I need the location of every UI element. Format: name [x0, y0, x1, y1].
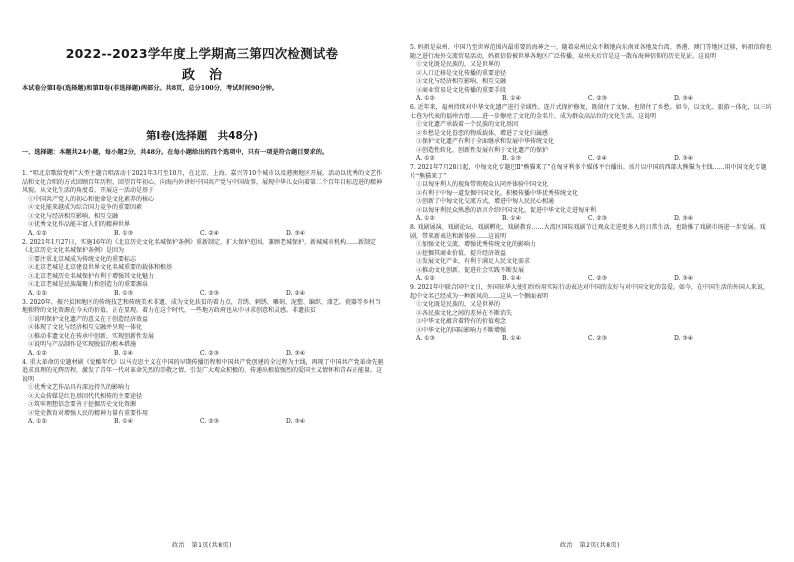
answer-choice: C. ②③ [200, 289, 219, 297]
answer-choice: B. ①④ [502, 275, 521, 282]
statement-item: ④说明与产品制作是实现脱贫的根本措施 [28, 341, 137, 348]
statement-item: ①文化遗产承载着一个民族的文化基因 [416, 121, 519, 128]
answer-choice: D. ③④ [286, 229, 306, 237]
question-list-left [22, 170, 384, 427]
page-right [402, 0, 778, 562]
question [410, 164, 772, 224]
answer-choice: D. ③④ [674, 275, 694, 282]
answer-choice: D. ③④ [286, 349, 306, 357]
answer-choice: B. ①③ [114, 289, 133, 297]
answer-choices [410, 95, 772, 104]
answer-choice: C. ②③ [588, 335, 607, 342]
answer-choice: C. ②③ [588, 275, 607, 282]
answer-choice: B. ①④ [114, 418, 133, 425]
question-list-right [410, 44, 772, 344]
page-footer-left: 政治 第1页(共8页) [172, 542, 232, 549]
statement-item: ③推动非遗文化在传承中创新，实现创新性发展 [28, 332, 155, 340]
statement-item: ③文化与经济相互影响，相互交融 [416, 78, 507, 85]
question-stem: 8. 戏剧展演、戏剧论坛、戏剧孵化、戏剧教育……大湾区国际戏剧节让观众走进更多人的日常生活，也助推了戏剧市场进一步发展。戏剧，带来新表达和新体验……这说明 [410, 224, 766, 240]
answer-choices [410, 215, 772, 224]
answer-choices [22, 230, 384, 239]
answer-choice: B. ①④ [114, 349, 133, 357]
statement-item: ①优秀文艺作品具有深远持久的影响力 [28, 384, 131, 391]
answer-choice: B. ①④ [502, 335, 521, 342]
answer-choice: A. ①② [28, 418, 47, 425]
answer-choice: D. ③④ [674, 155, 694, 162]
answer-choices [410, 275, 772, 284]
statement-item: ③筑牢理想信念要善于挖掘历史文化资源 [28, 401, 137, 408]
question [410, 44, 772, 104]
answer-choice: D. ③④ [674, 215, 694, 222]
answer-choice: C. ②③ [588, 95, 607, 102]
question-stem: 3. 2020年，振兴贫困地区的传统技艺和传统美术非遗，成为文化扶贫的着力点，青绣、刺绣、雕刻、泥塑、编织、漆艺、瓷器等乡村当地独特的文化资源在今天的价值，正在显现。着力在这个时代，一些地方政府也从中寻求创意和灵感。非遗扶贫 [22, 298, 381, 314]
statement-item: ④中华文化的国际影响力不断增强 [416, 326, 507, 334]
answer-choice: C. ②③ [200, 418, 219, 425]
statement-item: ②文化能来越成为综合国力竞争的重要因素 [28, 204, 143, 211]
statement-item: ①文化既是民族的，又是世界的 [416, 301, 501, 308]
statement-item: ①中国共产党人的初心和使命是文化素养的核心 [28, 195, 155, 203]
question [22, 359, 384, 427]
statement-item: ②北京老城是北京建设世界文化名城重要的载体和根基 [28, 264, 173, 271]
question-stem: 5. 妈祖是泉州、中国乃至世界范围内最重要的海神之一。随着泉州民众不断地向东南亚各地及台湾、香港、澳门等地区迁移，妈祖信仰也随之进行海外交流贸易活动，妈祖信俗被世界各地区广泛传播，泉州天后宫是这一散布海神信仰的历史见证。这说明 [410, 44, 772, 60]
statement-item: ①以匈牙利人的视角带领观众认同并体验中国文化 [416, 181, 549, 188]
answer-choice: C. ②④ [200, 229, 219, 237]
statement-item: ④党史教育对增强人民的精神力量有重要作用 [28, 409, 149, 417]
answer-choices [410, 155, 772, 164]
question [410, 224, 772, 284]
statement-item: ②乡愁是文化眷恋的物质载体，增进了文化归属感 [416, 129, 549, 137]
statement-item: ②大众传媒是红色基因代代相传的主要途径 [28, 392, 143, 400]
section-instructions: 一、选择题：本题共24小题，每小题2分，共48分。在每小题给出的四个选项中，只有一项是符合题目要求的。 [22, 149, 329, 156]
question-stem: 2. 2021年1月27日，实施16年的《北京历史文化名城保护条例》重新制定，扩大保护范围，兼顾老城保护、新城城市机构……新制定《北京历史文化名城保护条例》是因为 [22, 238, 376, 254]
statement-item: ①要注重北京城成为传统文化的重要标志 [28, 255, 137, 263]
answer-choices [22, 350, 384, 359]
question [410, 104, 772, 164]
question-stem: 4. 重大革命历史题材剧《觉醒年代》以马克思主义在中国的早期传播历程和中国共产党创建的全过程为主线，再现了中国共产党革命先驱追求真理的光辉历程，激发了青年一代对革命先烈的崇敬之情，引发广大观众积极的、传递出根值强烈的爱国主义情怀和青春正能量。这说明 [22, 358, 384, 383]
statement-item: ③发展文化产业，有利于满足人民文化需求 [416, 258, 531, 265]
exam-intro: 本试卷分第Ⅰ卷(选择题)和第Ⅱ卷(非选择题)两部分。共8页，总分100分，考试时间90分钟。 [22, 85, 279, 92]
statement-item: ②各民族文化之间的差异在不断消失 [416, 309, 513, 317]
answer-choice: A. ①② [416, 215, 435, 222]
answer-choice: C. ②④ [588, 155, 607, 162]
question-stem: 1. “唱北京歌给党听”大型主题合唱活动于2021年3月至10月，在北京、上海、嘉兴等10个城市以及港澳地区开展。活动以优秀的文艺作品和文化合唱的方式回顾百年历程，回望百年初心，向海内外讲好中国共产党与中国故事，展现中华儿女向着第二个百年目标迈进的精神风貌。从文化生活的角度看，开展这一活动是基于 [22, 170, 383, 194]
statement-item: ①加强文化交流，增强优秀传统文化的影响力 [416, 241, 537, 248]
question-stem: 7. 2021年7月28日起，中匈文化专题巴Ⅱ“熊猫来了”在匈牙利多个媒体平台播出。该片以中国的西部大熊猫为主线……用中国文化专题片“熊猫来了” [410, 164, 767, 180]
statement-item: ③保护文化遗产有利于全面继承和发展中华传统文化 [416, 138, 555, 145]
statement-item: ①文化既是民族的，又是世界的 [416, 61, 501, 68]
subject-title: 政治 [181, 68, 236, 83]
answer-choice: A. ①③ [416, 335, 435, 342]
question-stem: 9. 2021年中联合国中文日，外国驻华大使们纷纷用实际行动表达对中国的友好与对中国文化的喜爱。如今，在中国生活的外国人来说，起中文名已经成为一种新风尚……这从一个侧面表明 [410, 284, 769, 300]
answer-choice: B. ①④ [502, 215, 521, 222]
answer-choice: C. ②③ [200, 349, 219, 357]
page-left [14, 0, 390, 562]
statement-item: ④北京老城是民族凝聚力和创造力的重要源泉 [28, 281, 149, 288]
answer-choice: B. ①④ [502, 95, 521, 102]
statement-item: ④创造性转化、创新性发展有利于文化遗产的保护 [416, 146, 549, 154]
answer-choice: D. ③④ [674, 335, 694, 342]
answer-choices [22, 418, 384, 427]
statement-item: ④推动文化创新，促进社会实践不断发展 [416, 266, 525, 274]
answer-choice: A. ①② [416, 95, 435, 102]
statement-item: ③中华文化蕴含着特有的价值观念 [416, 318, 507, 325]
question [22, 170, 384, 238]
answer-choice: D. ③④ [674, 95, 694, 102]
answer-choice: B. ①③ [114, 229, 133, 237]
statement-item: ③北京老城历史名城保护有利于增强其文化魅力 [28, 272, 155, 280]
statement-item: ③文化与经济相互影响、相互交融 [28, 212, 119, 220]
statement-item: ①说明保护文化遗产的意义在于创造经济效益 [28, 315, 149, 323]
statement-item: ②有利于中匈一道发掘中国文化，积极传播中华优秀传统文化 [416, 189, 579, 197]
answer-choice: A. ①② [28, 349, 47, 357]
statement-item: ④优秀文化作品能丰富人们的精神世界 [28, 221, 131, 228]
answer-choice: D. ③④ [286, 418, 306, 425]
page-footer-right: 政治 第2页(共8页) [560, 542, 620, 549]
answer-choice: A. ①② [28, 289, 47, 297]
answer-choice: D. ②④ [286, 289, 306, 297]
answer-choice: C. ②③ [588, 215, 607, 222]
statement-item: ③创新了中匈文化交流方式，增进中匈人民民心相通 [416, 198, 555, 205]
statement-item: ②挖掘其商业价值，提升经济效益 [416, 249, 507, 257]
question [22, 299, 384, 359]
answer-choices [410, 335, 772, 344]
answer-choice: B. ①③ [502, 155, 521, 162]
statement-item: ②体现了文化与经济相互交融并呈现一体化 [28, 324, 143, 331]
question-stem: 6. 近年来，福州持续对中华文化遗产进行全域性、连片式保护修复，既留住了文脉，也留住了乡愁。如今，以文化、旅游一体化，以三坊七巷为代表的福州古厝……进一步擦亮了文化的金名片，成为群众高品位的文化生活。这说明 [410, 104, 772, 120]
statement-item: ④以匈牙利民众熟悉的语言介绍中国文化，促进中华文化走进匈牙利 [416, 206, 597, 214]
question [22, 239, 384, 299]
statement-item: ②人口迁移是文化传播的重要途径 [416, 69, 507, 77]
answer-choice: A. ①② [28, 229, 47, 237]
question [410, 284, 772, 344]
section-title: 第Ⅰ卷(选择题 共48分) [145, 130, 259, 142]
answer-choice: A. ①② [416, 275, 435, 282]
statement-item: ④商业贸易是文化传播的重要手段 [416, 86, 507, 94]
answer-choices [22, 290, 384, 299]
exam-title: 2022--2023学年度上学期高三第四次检测试卷 [65, 46, 339, 61]
answer-choice: A. ①② [416, 155, 435, 162]
